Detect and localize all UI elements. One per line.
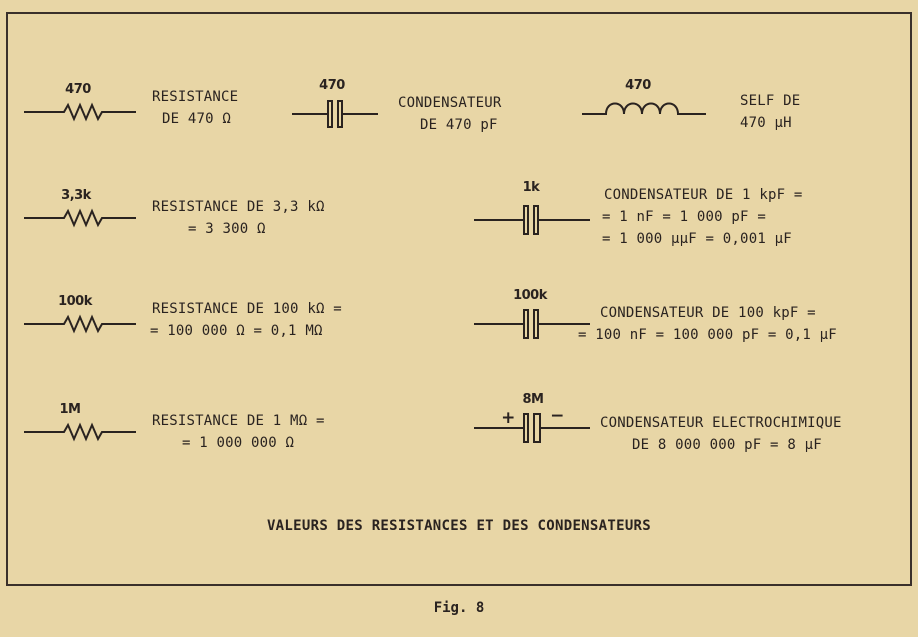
resistor-desc-1m-l1: RESISTANCE DE 1 MΩ = — [152, 413, 325, 429]
resistor-desc-100k-l2: = 100 000 Ω = 0,1 MΩ — [150, 323, 323, 339]
capacitor-desc-8m-l1: CONDENSATEUR ELECTROCHIMIQUE — [600, 415, 842, 431]
capacitor-desc-1k-l2: = 1 nF = 1 000 pF = — [602, 209, 766, 225]
capacitor-desc-1k-l3: = 1 000 µµF = 0,001 µF — [602, 231, 792, 247]
resistor-symbol-100k — [20, 312, 140, 336]
capacitor-desc-1k-l1: CONDENSATEUR DE 1 kpF = — [604, 187, 803, 203]
inductor-desc-l2: 470 µH — [740, 115, 792, 131]
resistor-label-3-3k: 3,3k — [61, 188, 91, 203]
inductor-label-470: 470 — [625, 78, 651, 93]
capacitor-minus-sign: − — [550, 406, 564, 426]
resistor-desc-470-l2: DE 470 Ω — [162, 111, 232, 127]
capacitor-desc-470-l1: CONDENSATEUR — [398, 95, 502, 111]
capacitor-label-470: 470 — [319, 78, 345, 93]
capacitor-desc-8m-l2: DE 8 000 000 pF = 8 µF — [632, 437, 822, 453]
capacitor-desc-470-l2: DE 470 pF — [420, 117, 498, 133]
resistor-label-470: 470 — [65, 82, 91, 97]
capacitor-symbol-100k — [472, 306, 592, 342]
capacitor-symbol-470 — [290, 96, 380, 132]
figure-label: Fig. 8 — [433, 600, 485, 616]
resistor-label-1m: 1M — [59, 402, 81, 417]
resistor-desc-470-l1: RESISTANCE — [152, 89, 239, 105]
resistor-desc-3-3k-l2: = 3 300 Ω — [188, 221, 266, 237]
resistor-symbol-470 — [20, 100, 140, 124]
capacitor-desc-100k-l2: = 100 nF = 100 000 pF = 0,1 µF — [578, 327, 837, 343]
resistor-label-100k: 100k — [58, 294, 92, 309]
resistor-desc-1m-l2: = 1 000 000 Ω — [182, 435, 295, 451]
inductor-desc-l1: SELF DE — [740, 93, 801, 109]
resistor-desc-3-3k-l1: RESISTANCE DE 3,3 kΩ — [152, 199, 325, 215]
capacitor-label-1k: 1k — [522, 180, 540, 195]
electrolytic-capacitor-symbol — [472, 410, 592, 446]
capacitor-desc-100k-l1: CONDENSATEUR DE 100 kpF = — [600, 305, 816, 321]
inductor-symbol-470 — [580, 94, 710, 124]
diagram-caption: VALEURS DES RESISTANCES ET DES CONDENSATEURS — [266, 518, 652, 534]
resistor-symbol-1m — [20, 420, 140, 444]
capacitor-label-100k: 100k — [513, 288, 547, 303]
capacitor-plus-sign: + — [501, 408, 515, 428]
resistor-desc-100k-l1: RESISTANCE DE 100 kΩ = — [152, 301, 342, 317]
resistor-symbol-3-3k — [20, 206, 140, 230]
capacitor-symbol-1k — [472, 202, 592, 238]
capacitor-label-8m: 8M — [522, 392, 544, 407]
